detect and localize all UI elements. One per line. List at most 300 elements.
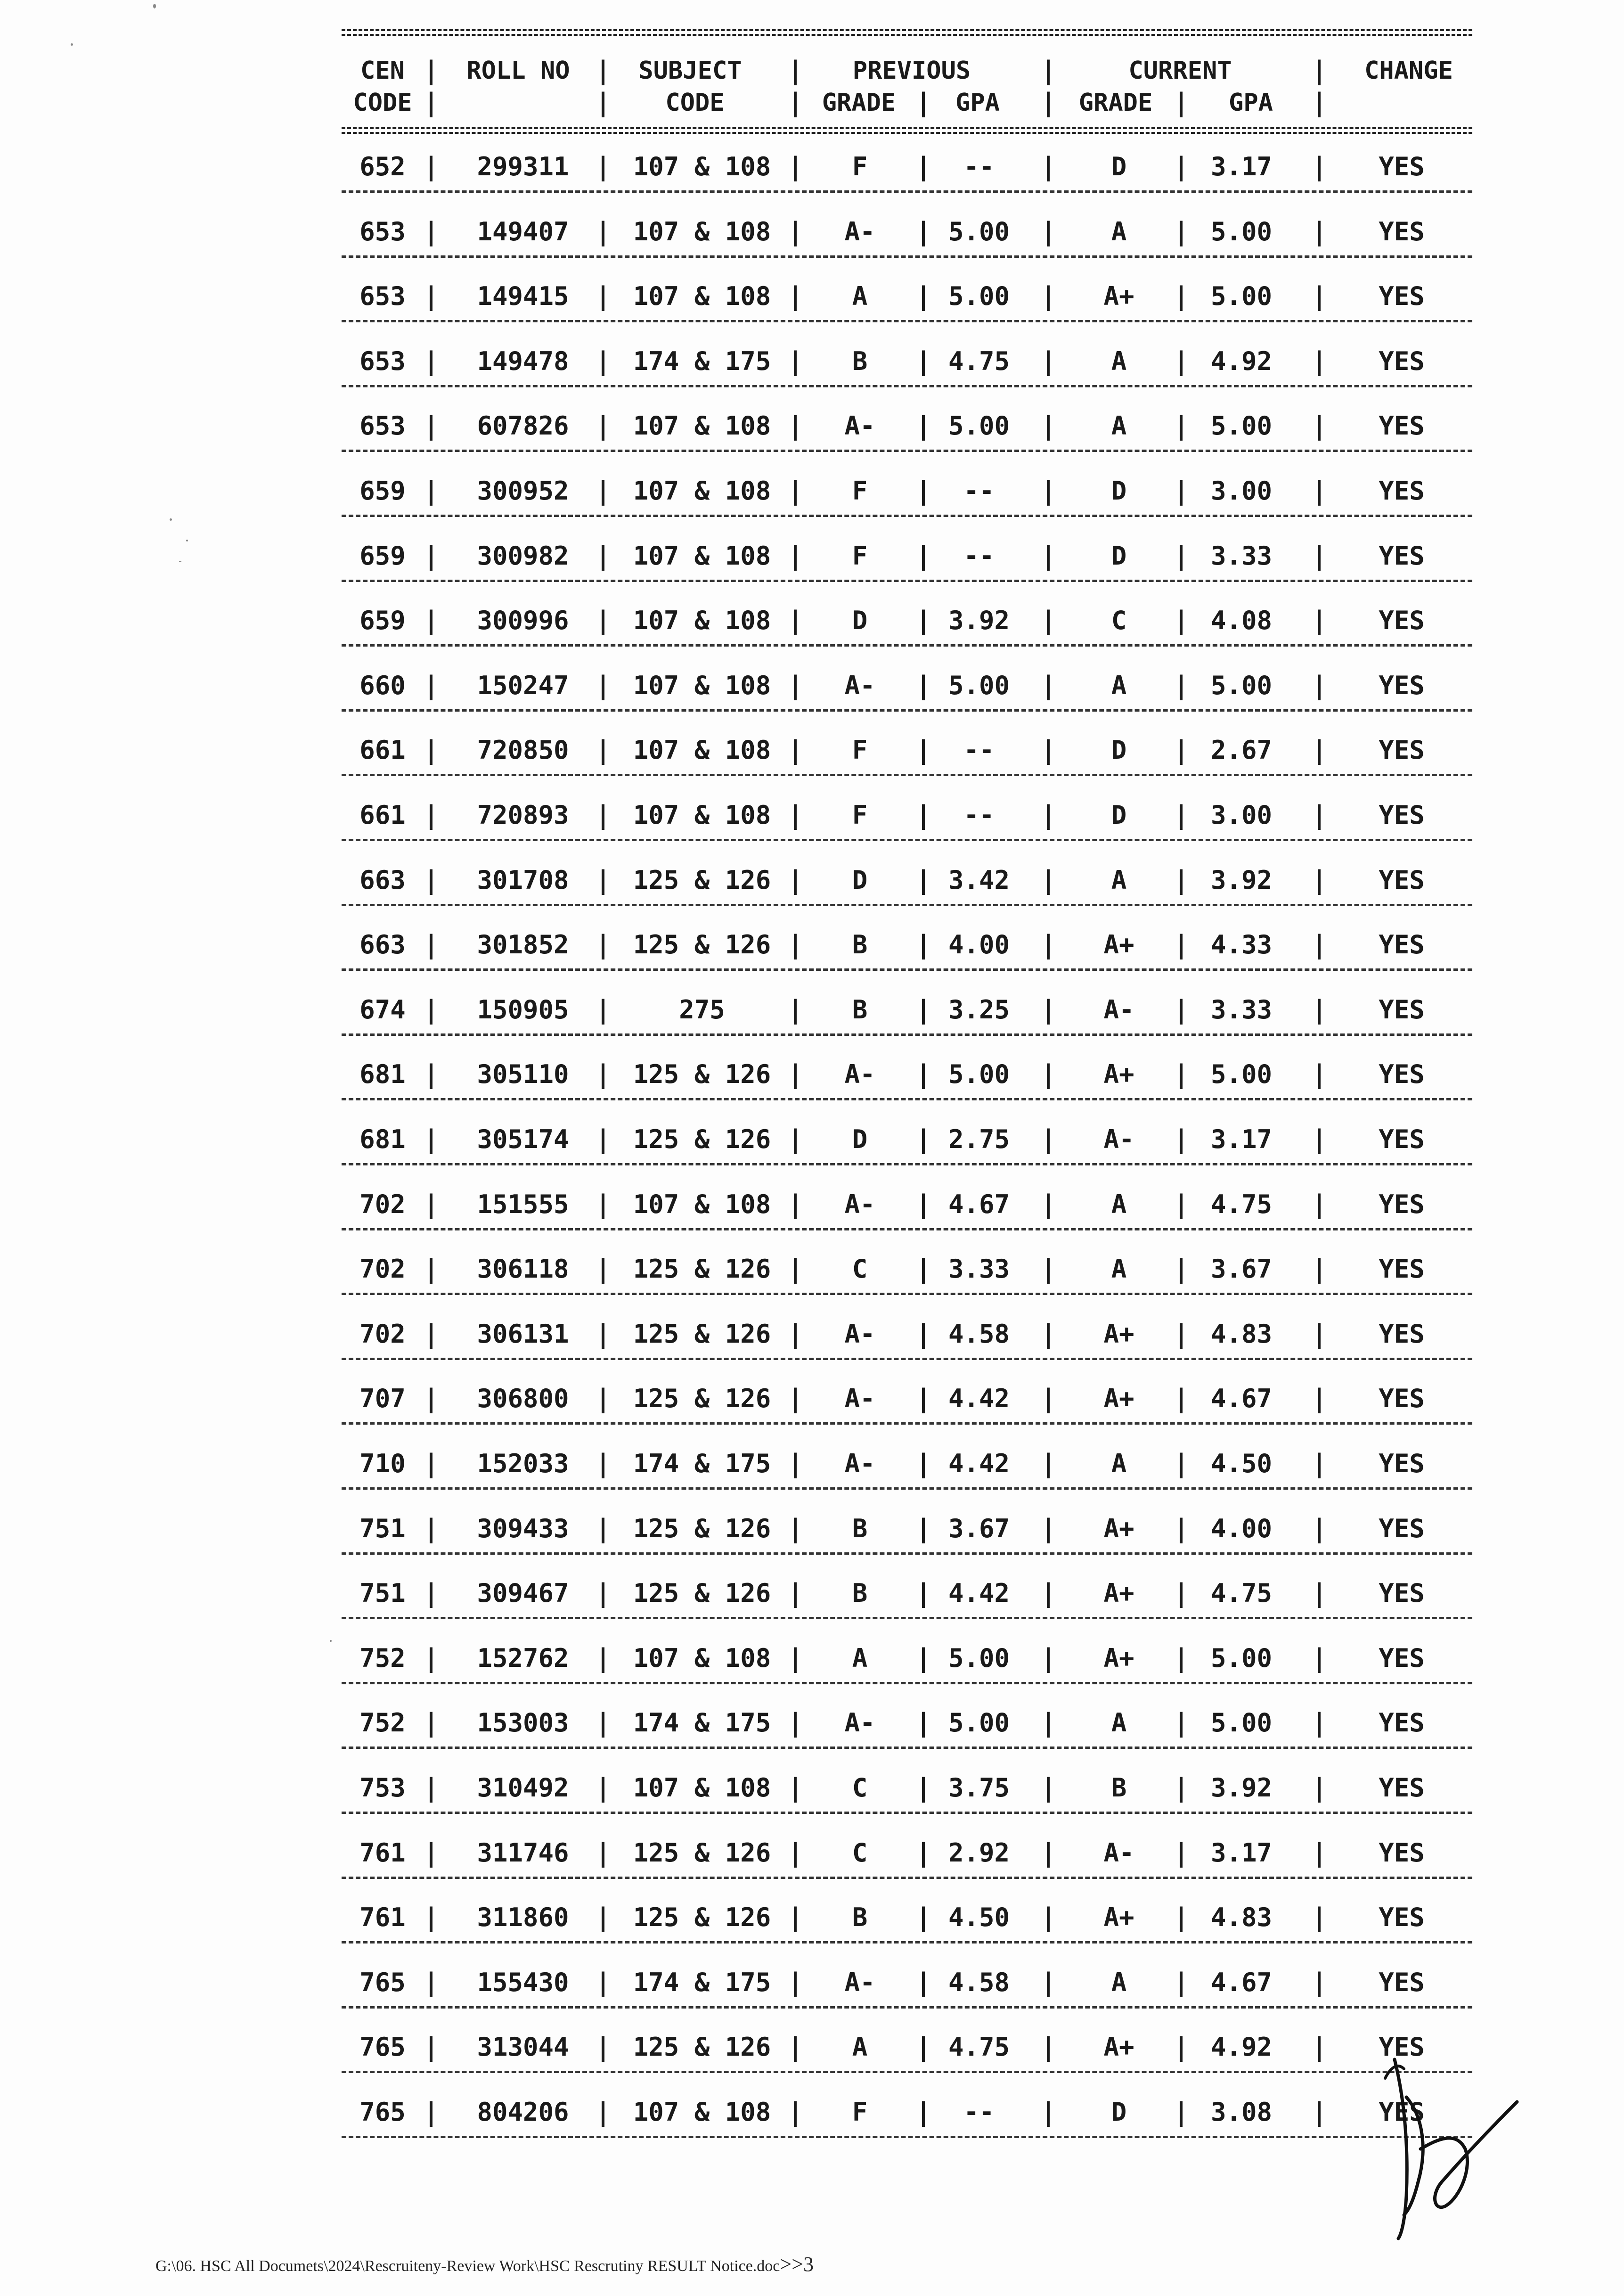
column-separator: | — [595, 1578, 611, 1608]
cell-change: YES — [1379, 1449, 1425, 1478]
cell-roll: 301708 — [477, 865, 569, 895]
cell-prev-gpa: -- — [963, 2097, 995, 2127]
header-roll-no: ROLL NO — [466, 57, 570, 85]
column-separator: | — [1040, 1578, 1056, 1608]
column-separator: | — [1040, 2097, 1056, 2127]
cell-roll: 309433 — [477, 1513, 569, 1543]
cell-cen: 674 — [359, 994, 406, 1025]
column-separator: | — [1173, 1837, 1189, 1868]
row-divider — [342, 2136, 1472, 2138]
column-separator: | — [423, 1643, 439, 1673]
cell-roll: 311860 — [477, 1902, 569, 1933]
cell-cur-gpa: 2.67 — [1210, 735, 1273, 765]
column-separator: | — [595, 346, 611, 376]
cell-subject: 107 & 108 — [633, 1189, 771, 1219]
row-divider — [342, 1682, 1472, 1684]
column-separator: | — [1173, 1708, 1189, 1738]
column-separator: | — [1173, 346, 1189, 376]
column-separator: | — [915, 1384, 931, 1414]
column-separator: | — [1040, 346, 1056, 376]
column-separator: | — [423, 56, 439, 85]
column-separator: | — [915, 2032, 931, 2062]
cell-cen: 707 — [359, 1384, 406, 1414]
column-separator: | — [1311, 1902, 1327, 1933]
column-separator: | — [1311, 800, 1327, 830]
cell-cen: 653 — [359, 216, 406, 246]
cell-subject: 125 & 126 — [633, 1059, 771, 1090]
cell-roll: 804206 — [477, 2097, 569, 2127]
column-separator: | — [787, 1449, 803, 1478]
column-separator: | — [1040, 152, 1056, 181]
column-separator: | — [595, 1967, 611, 1997]
column-separator: | — [1311, 1643, 1327, 1673]
column-separator: | — [1173, 1319, 1189, 1349]
scan-speck — [153, 4, 156, 8]
cell-subject: 125 & 126 — [633, 2032, 771, 2062]
cell-subject: 174 & 175 — [633, 1708, 771, 1738]
column-separator: | — [595, 56, 611, 85]
column-separator: | — [1173, 1124, 1189, 1154]
cell-cen: 661 — [359, 800, 406, 830]
row-divider — [342, 2071, 1472, 2073]
column-separator: | — [595, 606, 611, 636]
cell-cur-gpa: 4.75 — [1210, 1189, 1273, 1219]
scan-speck — [179, 561, 181, 562]
column-separator: | — [423, 2097, 439, 2127]
cell-change: YES — [1379, 216, 1425, 246]
cell-cur-grade: D — [1111, 476, 1127, 506]
column-separator: | — [423, 800, 439, 830]
row-divider — [342, 190, 1472, 193]
cell-prev-gpa: 5.00 — [948, 411, 1010, 441]
row-divider — [342, 1293, 1472, 1295]
row-divider — [342, 1163, 1472, 1165]
column-separator: | — [595, 1902, 611, 1933]
column-separator: | — [423, 1578, 439, 1608]
column-separator: | — [915, 1773, 931, 1803]
cell-roll: 607826 — [477, 411, 569, 441]
cell-cur-gpa: 4.50 — [1210, 1449, 1273, 1478]
cell-cen: 765 — [359, 2032, 406, 2062]
cell-cen: 751 — [359, 1513, 406, 1543]
column-separator: | — [1311, 930, 1327, 960]
column-separator: | — [1311, 541, 1327, 571]
cell-prev-grade: F — [852, 2097, 868, 2127]
cell-change: YES — [1379, 411, 1425, 441]
cell-prev-gpa: 3.25 — [948, 994, 1010, 1025]
column-separator: | — [915, 1319, 931, 1349]
column-separator: | — [1311, 670, 1327, 700]
column-separator: | — [915, 541, 931, 571]
cell-cen: 702 — [359, 1189, 406, 1219]
column-separator: | — [915, 670, 931, 700]
cell-cur-grade: D — [1111, 735, 1127, 765]
column-separator: | — [787, 1254, 803, 1284]
header-current-gpa: GPA — [1229, 89, 1273, 117]
column-separator: | — [915, 1643, 931, 1673]
cell-prev-grade: A- — [844, 1319, 875, 1349]
column-separator: | — [787, 1319, 803, 1349]
row-divider — [342, 255, 1472, 258]
row-divider — [342, 2006, 1472, 2009]
column-separator: | — [1173, 865, 1189, 895]
cell-subject: 125 & 126 — [633, 1319, 771, 1349]
cell-cen: 702 — [359, 1254, 406, 1284]
cell-cur-grade: A — [1111, 411, 1127, 441]
row-divider — [342, 968, 1472, 971]
cell-roll: 300982 — [477, 541, 569, 571]
cell-cur-gpa: 3.67 — [1210, 1254, 1273, 1284]
column-separator: | — [1311, 1837, 1327, 1868]
column-separator: | — [915, 1059, 931, 1090]
column-separator: | — [595, 2097, 611, 2127]
cell-roll: 152762 — [477, 1643, 569, 1673]
cell-cen: 765 — [359, 1967, 406, 1997]
column-separator: | — [1173, 670, 1189, 700]
cell-cen: 681 — [359, 1124, 406, 1154]
column-separator: | — [915, 346, 931, 376]
column-separator: | — [787, 1643, 803, 1673]
column-separator: | — [787, 670, 803, 700]
header-cen: CEN — [360, 57, 405, 85]
cell-cur-gpa: 3.08 — [1210, 2097, 1273, 2127]
header-previous-gpa: GPA — [955, 89, 1000, 117]
cell-cur-gpa: 5.00 — [1210, 281, 1273, 312]
row-divider — [342, 385, 1472, 387]
column-separator: | — [423, 1902, 439, 1933]
column-separator: | — [1173, 1254, 1189, 1284]
cell-prev-grade: B — [852, 930, 868, 960]
header-subject: SUBJECT — [638, 57, 742, 85]
column-separator: | — [1040, 1124, 1056, 1154]
header-current-grade: GRADE — [1078, 89, 1153, 117]
cell-cen: 702 — [359, 1319, 406, 1349]
column-separator: | — [915, 1967, 931, 1997]
row-divider — [342, 839, 1472, 841]
column-separator: | — [787, 2032, 803, 2062]
scan-speck — [186, 540, 188, 541]
cell-cur-gpa: 3.00 — [1210, 800, 1273, 830]
cell-roll: 149407 — [477, 216, 569, 246]
cell-prev-grade: A- — [844, 1384, 875, 1414]
row-divider — [342, 320, 1472, 322]
cell-prev-gpa: 5.00 — [948, 216, 1010, 246]
cell-subject: 125 & 126 — [633, 865, 771, 895]
file-path: G:\06. HSC All Documets\2024\Rescruiteny-Review Work\HSC Rescrutiny RESULT Notice.doc — [155, 2257, 780, 2275]
cell-cen: 659 — [359, 606, 406, 636]
cell-roll: 306118 — [477, 1254, 569, 1284]
header-change: CHANGE — [1364, 57, 1453, 85]
column-separator: | — [1040, 1449, 1056, 1478]
cell-cur-gpa: 3.00 — [1210, 476, 1273, 506]
column-separator: | — [1040, 476, 1056, 506]
signature — [1376, 2041, 1522, 2243]
column-separator: | — [1311, 152, 1327, 181]
cell-cur-grade: B — [1111, 1773, 1127, 1803]
cell-cur-grade: A+ — [1103, 930, 1134, 960]
cell-prev-grade: A- — [844, 670, 875, 700]
cell-change: YES — [1379, 606, 1425, 636]
cell-cen: 663 — [359, 865, 406, 895]
column-separator: | — [915, 1578, 931, 1608]
column-separator: | — [423, 1384, 439, 1414]
column-separator: | — [1173, 1773, 1189, 1803]
cell-subject: 107 & 108 — [633, 606, 771, 636]
column-separator: | — [1040, 1773, 1056, 1803]
cell-roll: 300952 — [477, 476, 569, 506]
cell-cur-grade: A — [1111, 1967, 1127, 1997]
cell-cur-gpa: 4.92 — [1210, 346, 1273, 376]
column-separator: | — [915, 1837, 931, 1868]
cell-roll: 305110 — [477, 1059, 569, 1090]
cell-roll: 306131 — [477, 1319, 569, 1349]
cell-cen: 653 — [359, 281, 406, 312]
column-separator: | — [423, 1708, 439, 1738]
cell-prev-gpa: 5.00 — [948, 1059, 1010, 1090]
cell-cur-grade: D — [1111, 2097, 1127, 2127]
row-divider — [342, 515, 1472, 517]
cell-subject: 107 & 108 — [633, 541, 771, 571]
row-divider — [342, 1747, 1472, 1749]
cell-subject: 174 & 175 — [633, 1967, 771, 1997]
column-separator: | — [787, 152, 803, 181]
column-separator: | — [787, 930, 803, 960]
scan-speck — [170, 518, 172, 521]
cell-cur-gpa: 3.33 — [1210, 994, 1273, 1025]
cell-change: YES — [1379, 1578, 1425, 1608]
cell-cen: 710 — [359, 1449, 406, 1478]
cell-cur-gpa: 5.00 — [1210, 411, 1273, 441]
column-separator: | — [1040, 865, 1056, 895]
cell-prev-gpa: 4.67 — [948, 1189, 1010, 1219]
cell-cen: 661 — [359, 735, 406, 765]
cell-cen: 761 — [359, 1837, 406, 1868]
column-separator: | — [1173, 2097, 1189, 2127]
column-separator: | — [1040, 1254, 1056, 1284]
cell-cur-grade: C — [1111, 606, 1127, 636]
column-separator: | — [1311, 1773, 1327, 1803]
column-separator: | — [423, 1967, 439, 1997]
column-separator: | — [595, 670, 611, 700]
column-separator: | — [1173, 1189, 1189, 1219]
column-separator: | — [1173, 930, 1189, 960]
column-separator: | — [1311, 476, 1327, 506]
cell-prev-grade: B — [852, 1578, 868, 1608]
cell-prev-grade: D — [852, 865, 868, 895]
column-separator: | — [1311, 1319, 1327, 1349]
cell-roll: 151555 — [477, 1189, 569, 1219]
column-separator: | — [915, 152, 931, 181]
cell-cur-grade: A- — [1103, 1124, 1134, 1154]
cell-cur-grade: D — [1111, 152, 1127, 181]
column-separator: | — [1311, 1513, 1327, 1543]
cell-prev-grade: D — [852, 606, 868, 636]
cell-subject: 125 & 126 — [633, 1384, 771, 1414]
cell-change: YES — [1379, 1254, 1425, 1284]
cell-change: YES — [1379, 1643, 1425, 1673]
column-separator: | — [1040, 994, 1056, 1025]
column-separator: | — [1040, 411, 1056, 441]
cell-cur-gpa: 3.17 — [1210, 1124, 1273, 1154]
column-separator: | — [1173, 800, 1189, 830]
cell-cen: 681 — [359, 1059, 406, 1090]
cell-roll: 149478 — [477, 346, 569, 376]
column-separator: | — [1040, 1384, 1056, 1414]
cell-cur-grade: A+ — [1103, 1513, 1134, 1543]
header-bottom-rule — [342, 127, 1472, 134]
column-separator: | — [1173, 88, 1189, 117]
cell-prev-grade: A- — [844, 1708, 875, 1738]
cell-roll: 306800 — [477, 1384, 569, 1414]
column-separator: | — [1040, 541, 1056, 571]
column-separator: | — [1173, 735, 1189, 765]
cell-roll: 150247 — [477, 670, 569, 700]
cell-change: YES — [1379, 2097, 1425, 2127]
column-separator: | — [1040, 1513, 1056, 1543]
column-separator: | — [423, 1449, 439, 1478]
column-separator: | — [1040, 1967, 1056, 1997]
cell-prev-grade: A — [852, 2032, 868, 2062]
column-separator: | — [1311, 2097, 1327, 2127]
cell-change: YES — [1379, 1124, 1425, 1154]
cell-prev-gpa: 3.42 — [948, 865, 1010, 895]
cell-change: YES — [1379, 1319, 1425, 1349]
cell-change: YES — [1379, 1837, 1425, 1868]
cell-subject: 275 — [679, 994, 725, 1025]
cell-cen: 761 — [359, 1902, 406, 1933]
cell-cur-gpa: 5.00 — [1210, 670, 1273, 700]
cell-cur-gpa: 3.17 — [1210, 1837, 1273, 1868]
cell-roll: 313044 — [477, 2032, 569, 2062]
column-separator: | — [787, 88, 803, 117]
column-separator: | — [423, 1837, 439, 1868]
column-separator: | — [787, 1189, 803, 1219]
cell-roll: 311746 — [477, 1837, 569, 1868]
cell-prev-grade: B — [852, 1902, 868, 1933]
cell-cen: 751 — [359, 1578, 406, 1608]
row-divider — [342, 1552, 1472, 1555]
cell-subject: 107 & 108 — [633, 735, 771, 765]
column-separator: | — [423, 735, 439, 765]
column-separator: | — [1311, 735, 1327, 765]
cell-prev-gpa: 4.42 — [948, 1578, 1010, 1608]
column-separator: | — [595, 88, 611, 117]
cell-prev-gpa: -- — [963, 476, 995, 506]
row-divider — [342, 1617, 1472, 1619]
header-subject-code: CODE — [665, 89, 725, 117]
cell-cur-gpa: 4.67 — [1210, 1384, 1273, 1414]
cell-roll: 155430 — [477, 1967, 569, 1997]
header-previous: PREVIOUS — [852, 57, 971, 85]
cell-cur-gpa: 4.83 — [1210, 1319, 1273, 1349]
cell-roll: 301852 — [477, 930, 569, 960]
cell-cen: 765 — [359, 2097, 406, 2127]
row-divider — [342, 450, 1472, 452]
row-divider — [342, 644, 1472, 647]
cell-subject: 107 & 108 — [633, 2097, 771, 2127]
cell-subject: 107 & 108 — [633, 476, 771, 506]
column-separator: | — [915, 1449, 931, 1478]
row-divider — [342, 904, 1472, 906]
column-separator: | — [787, 1902, 803, 1933]
column-separator: | — [423, 541, 439, 571]
cell-prev-gpa: 5.00 — [948, 1643, 1010, 1673]
column-separator: | — [1040, 1643, 1056, 1673]
column-separator: | — [595, 1773, 611, 1803]
column-separator: | — [1311, 865, 1327, 895]
column-separator: | — [915, 411, 931, 441]
column-separator: | — [595, 1319, 611, 1349]
column-separator: | — [1311, 1124, 1327, 1154]
column-separator: | — [787, 1578, 803, 1608]
column-separator: | — [787, 281, 803, 312]
cell-prev-grade: D — [852, 1124, 868, 1154]
column-separator: | — [595, 411, 611, 441]
column-separator: | — [787, 994, 803, 1025]
row-divider — [342, 1877, 1472, 1879]
column-separator: | — [1173, 1449, 1189, 1478]
column-separator: | — [915, 281, 931, 312]
column-separator: | — [595, 1513, 611, 1543]
column-separator: | — [1311, 346, 1327, 376]
column-separator: | — [1311, 281, 1327, 312]
cell-prev-grade: A — [852, 281, 868, 312]
column-separator: | — [1311, 1384, 1327, 1414]
cell-change: YES — [1379, 1189, 1425, 1219]
column-separator: | — [787, 216, 803, 246]
column-separator: | — [423, 152, 439, 181]
cell-prev-grade: F — [852, 735, 868, 765]
column-separator: | — [787, 411, 803, 441]
column-separator: | — [423, 606, 439, 636]
cell-roll: 150905 — [477, 994, 569, 1025]
column-separator: | — [787, 800, 803, 830]
cell-roll: 299311 — [477, 152, 569, 181]
column-separator: | — [1173, 541, 1189, 571]
cell-cur-gpa: 4.67 — [1210, 1967, 1273, 1997]
column-separator: | — [787, 865, 803, 895]
cell-subject: 125 & 126 — [633, 930, 771, 960]
column-separator: | — [595, 1384, 611, 1414]
cell-cur-gpa: 4.83 — [1210, 1902, 1273, 1933]
column-separator: | — [595, 476, 611, 506]
column-separator: | — [915, 930, 931, 960]
column-separator: | — [787, 541, 803, 571]
cell-prev-gpa: -- — [963, 152, 995, 181]
cell-roll: 309467 — [477, 1578, 569, 1608]
column-separator: | — [595, 1643, 611, 1673]
column-separator: | — [1311, 606, 1327, 636]
cell-prev-gpa: 3.33 — [948, 1254, 1010, 1284]
column-separator: | — [1311, 1189, 1327, 1219]
column-separator: | — [915, 800, 931, 830]
column-separator: | — [423, 346, 439, 376]
cell-prev-grade: A — [852, 1643, 868, 1673]
cell-change: YES — [1379, 1384, 1425, 1414]
row-divider — [342, 1358, 1472, 1360]
cell-cur-grade: A — [1111, 1189, 1127, 1219]
column-separator: | — [423, 1189, 439, 1219]
cell-subject: 107 & 108 — [633, 670, 771, 700]
cell-cur-grade: A+ — [1103, 281, 1134, 312]
cell-change: YES — [1379, 930, 1425, 960]
cell-subject: 174 & 175 — [633, 346, 771, 376]
cell-prev-gpa: 5.00 — [948, 1708, 1010, 1738]
cell-cur-grade: A — [1111, 670, 1127, 700]
cell-cur-gpa: 4.00 — [1210, 1513, 1273, 1543]
cell-prev-grade: C — [852, 1254, 868, 1284]
column-separator: | — [915, 1254, 931, 1284]
